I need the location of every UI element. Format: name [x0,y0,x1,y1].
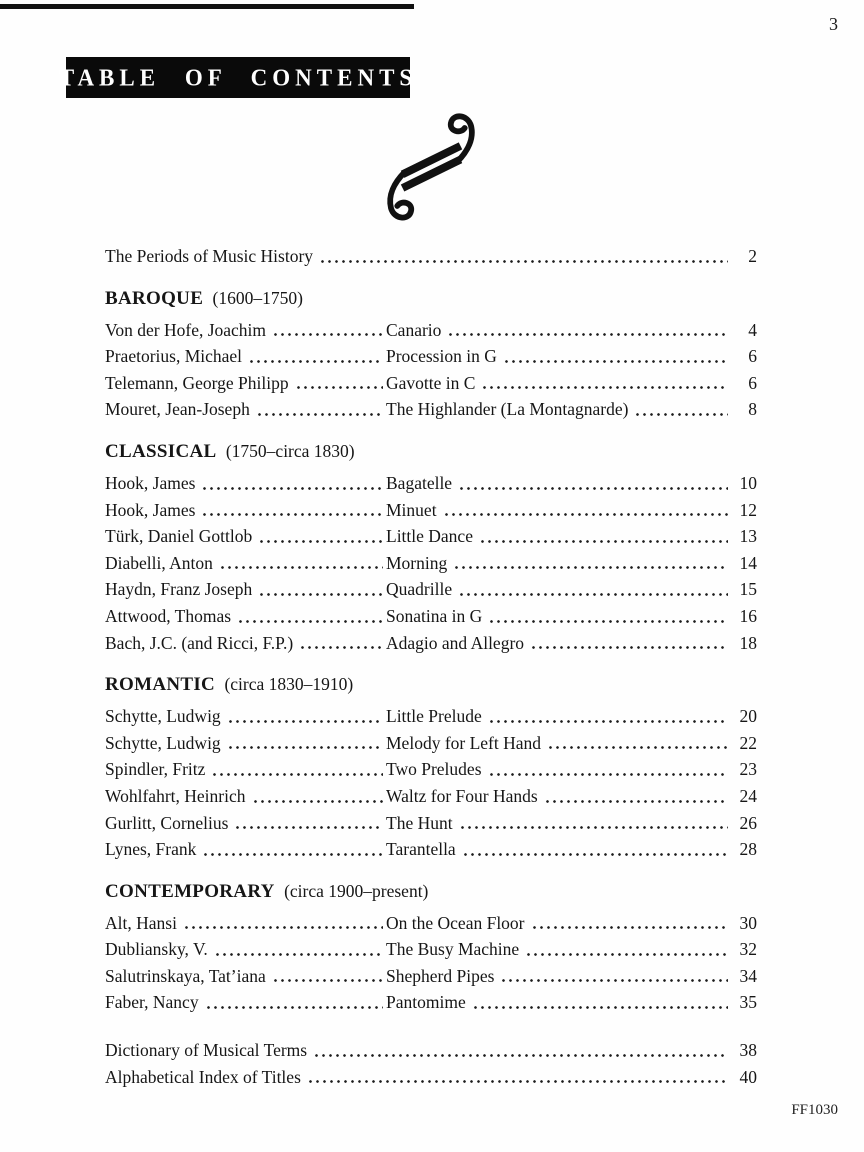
composer-name: Salutrinskaya, Tat’iana [105,965,266,986]
dot-leader [258,593,383,596]
piece-title: Minuet [386,499,437,520]
dot-leader [258,540,383,543]
dot-leader [531,926,728,929]
page-number: 15 [739,579,757,600]
toc-entry [105,523,757,550]
toc-entry [105,783,757,810]
composer-name: Diabelli, Anton [105,552,213,573]
dot-leader [459,826,728,829]
toc-entry [105,963,757,990]
scan-edge-artifact [0,4,414,9]
toc-entry [105,603,757,630]
toc-entry [105,396,757,423]
toc-entry [105,810,757,837]
dot-leader [234,826,383,829]
page-number: 12 [739,499,757,520]
dot-leader [500,979,728,982]
toc-entry [105,317,757,344]
piece-title: Canario [386,319,442,340]
dot-leader [214,953,383,956]
toc-entry [105,550,757,577]
dot-leader [201,487,383,490]
composer-name: Haydn, Franz Joseph [105,579,253,600]
section-era: (circa 1830–1910) [224,674,354,695]
page-number: 14 [739,552,757,573]
toc-row-back-matter [105,1064,757,1091]
page-folio-number: 3 [829,14,838,34]
dot-leader [227,720,383,723]
piece-title: Procession in G [386,346,497,367]
page-number: 4 [748,319,757,340]
piece-title: Melody for Left Hand [386,732,542,753]
page-title: TABLE OF CONTENTS [58,63,418,91]
piece-title: Gavotte in C [386,372,476,393]
back-matter [105,1037,757,1090]
piece-title: The Highlander (La Montagnarde) [386,399,629,420]
page-number: 6 [748,346,757,367]
section-era: (1750–circa 1830) [225,440,355,461]
piece-title: On the Ocean Floor [386,912,525,933]
toc-entry [105,497,757,524]
toc-entry [105,370,757,397]
composer-name: Praetorius, Michael [105,346,243,367]
toc-entry [105,936,757,963]
dot-leader [443,513,728,516]
dot-leader [227,746,383,749]
toc-entry [105,756,757,783]
composer-name: Alt, Hansi [105,912,177,933]
page-number: 30 [739,912,757,933]
section-heading-classical [105,438,757,465]
dot-leader [237,620,383,623]
dot-leader [248,360,383,363]
toc-entry [105,630,757,657]
toc-entry [105,989,757,1016]
front-matter-label: The Periods of Music History [105,246,314,266]
composer-name: Bach, J.C. (and Ricci, F.P.) [105,632,294,653]
composer-name: Lynes, Frank [105,839,197,860]
toc-entry [105,576,757,603]
dot-leader [525,953,728,956]
dot-leader [252,800,384,803]
back-matter-label: Dictionary of Musical Terms [105,1040,308,1061]
piece-title: Little Dance [386,526,473,547]
piece-title: Two Preludes [386,759,482,780]
piece-title: The Hunt [386,812,453,833]
dot-leader [211,773,383,776]
section-name: ROMANTIC [105,674,216,696]
toc-content [105,243,757,1090]
page-number: 28 [739,839,757,860]
toc-entry [105,836,757,863]
dot-leader [472,1006,728,1009]
dot-leader [319,260,728,263]
dot-leader [201,513,383,516]
piece-title: Bagatelle [386,472,453,493]
piece-title: Morning [386,552,448,573]
page-number: 38 [739,1040,757,1061]
composer-name: Spindler, Fritz [105,759,206,780]
section-heading-contemporary [105,878,757,905]
piece-title: Tarantella [386,839,456,860]
toc-entry [105,730,757,757]
piece-title: Shepherd Pipes [386,965,495,986]
piece-title: Adagio and Allegro [386,632,525,653]
page-number: 13 [739,526,757,547]
dot-leader [219,566,383,569]
beamed-note-flourish-icon [352,104,510,232]
composer-name: Hook, James [105,499,196,520]
section-era: (circa 1900–present) [284,880,429,901]
toc-row-back-matter [105,1037,757,1064]
dot-leader [481,386,728,389]
page-number: 34 [739,965,757,986]
dot-leader [530,646,728,649]
table-of-contents-banner [58,57,418,98]
section-name: BAROQUE [105,287,204,309]
dot-leader [272,979,383,982]
catalog-number: FF1030 [791,1102,838,1118]
dot-leader [202,853,383,856]
section-entries-classical [105,470,757,656]
dot-leader [547,746,728,749]
section-entries-romantic [105,703,757,863]
composer-name: Mouret, Jean-Joseph [105,399,250,420]
dot-leader [488,773,729,776]
dot-leader [183,926,383,929]
back-matter-label: Alphabetical Index of Titles [105,1066,301,1087]
page-number: 24 [739,785,757,806]
dot-leader [544,800,728,803]
section-name: CLASSICAL [105,440,217,462]
toc-entry [105,343,757,370]
piece-title: Little Prelude [386,706,482,727]
composer-name: Schytte, Ludwig [105,706,221,727]
page-number: 32 [739,939,757,960]
page-number: 2 [748,246,757,266]
piece-title: Waltz for Four Hands [386,785,538,806]
piece-title: The Busy Machine [386,939,520,960]
piece-title: Sonatina in G [386,605,483,626]
page-number: 26 [739,812,757,833]
composer-name: Faber, Nancy [105,992,199,1013]
section-era: (1600–1750) [212,287,303,308]
toc-entry [105,910,757,937]
toc-entry [105,703,757,730]
dot-leader [634,413,728,416]
section-entries-baroque [105,317,757,423]
dot-leader [256,413,383,416]
dot-leader [479,540,728,543]
dot-leader [205,1006,383,1009]
page-number: 8 [748,399,757,420]
piece-title: Pantomime [386,992,466,1013]
composer-name: Telemann, George Philipp [105,372,289,393]
composer-name: Attwood, Thomas [105,605,232,626]
page-number: 35 [739,992,757,1013]
dot-leader [462,853,728,856]
composer-name: Türk, Daniel Gottlob [105,526,253,547]
page-number: 6 [748,372,757,393]
dot-leader [272,333,383,336]
dot-leader [503,360,728,363]
composer-name: Wohlfahrt, Heinrich [105,785,246,806]
dot-leader [458,593,728,596]
toc-entry [105,470,757,497]
page-number: 40 [739,1066,757,1087]
composer-name: Hook, James [105,472,196,493]
dot-leader [295,386,383,389]
composer-name: Von der Hofe, Joachim [105,319,267,340]
dot-leader [488,720,728,723]
section-name: CONTEMPORARY [105,880,275,902]
section-heading-baroque [105,285,757,312]
dot-leader [458,487,728,490]
page-number: 10 [739,472,757,493]
page-number: 20 [739,706,757,727]
section-entries-contemporary [105,910,757,1016]
page-number: 18 [739,632,757,653]
section-heading-romantic [105,671,757,698]
dot-leader [307,1080,728,1083]
page-number: 23 [739,759,757,780]
toc-row-front-matter [105,243,757,270]
piece-title: Quadrille [386,579,453,600]
dot-leader [453,566,728,569]
dot-leader [488,620,728,623]
page-number: 22 [739,732,757,753]
composer-name: Dubliansky, V. [105,939,208,960]
dot-leader [447,333,728,336]
page-number: 16 [739,605,757,626]
dot-leader [313,1054,728,1057]
composer-name: Schytte, Ludwig [105,732,221,753]
composer-name: Gurlitt, Cornelius [105,812,229,833]
dot-leader [299,646,383,649]
